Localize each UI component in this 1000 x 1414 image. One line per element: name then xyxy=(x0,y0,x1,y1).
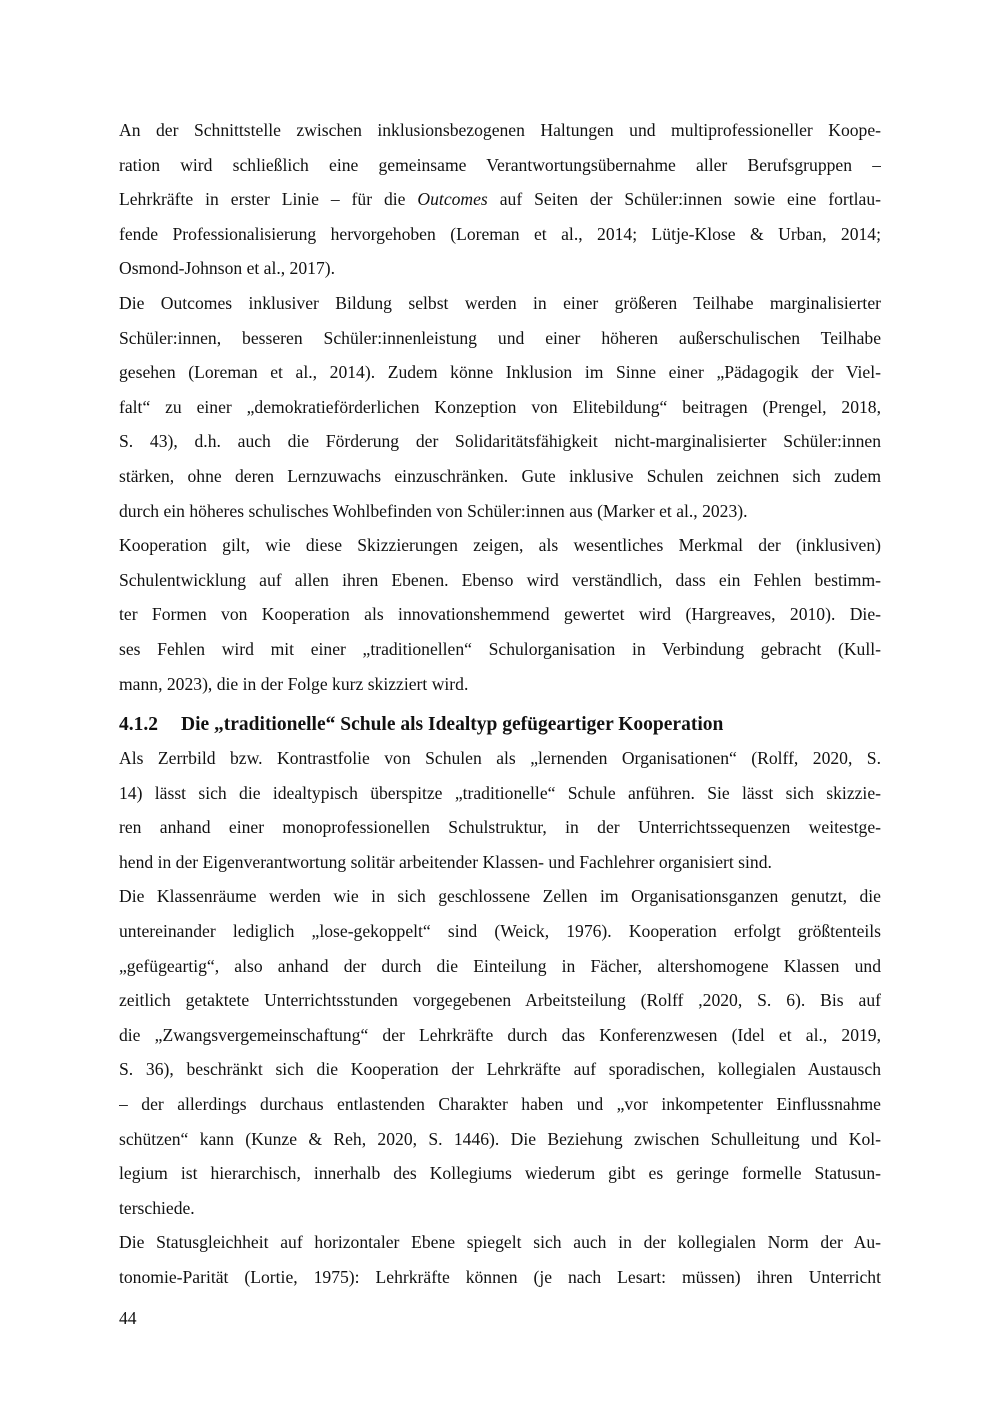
text-line: zeitlich getaktete Unterrichtsstunden vorgegebenen Arbeitsteilung (Rolff ,2020, S. 6). Bis auf xyxy=(119,990,881,1011)
text-line: falt“ zu einer „demokratieförderlichen Konzeption von Elitebildung“ beitragen (Prengel, 2018, xyxy=(119,396,881,417)
text-line: ration wird schließlich eine gemeinsame Verantwortungsübernahme aller Berufsgruppen – xyxy=(119,154,881,175)
text-line: 14) lässt sich die idealtypisch überspitze „traditionelle“ Schule anführen. Sie lässt sich skizzie- xyxy=(119,782,881,803)
text-line: Die Klassenräume werden wie in sich geschlossene Zellen im Organisationsganzen genutzt, die xyxy=(119,886,881,907)
text-line: stärken, ohne deren Lernzuwachs einzuschränken. Gute inklusive Schulen zeichnen sich zudem xyxy=(119,465,881,486)
text-line: ren anhand einer monoprofessionellen Schulstruktur, in der Unterrichtssequenzen weitestge- xyxy=(119,817,881,838)
text-line: Schüler:innen, besseren Schüler:innenleistung und einer höheren außerschulischen Teilhabe xyxy=(119,327,881,348)
text-line: Schulentwicklung auf allen ihren Ebenen. Ebenso wird verständlich, dass ein Fehlen bestimm- xyxy=(119,569,881,590)
text-line: untereinander lediglich „lose-gekoppelt“ sind (Weick, 1976). Kooperation erfolgt größtenteils xyxy=(119,921,881,942)
text-line: mann, 2023), die in der Folge kurz skizziert wird. xyxy=(119,673,469,694)
paragraph-6 xyxy=(119,1225,881,1294)
text-line: An der Schnittstelle zwischen inklusionsbezogenen Haltungen und multiprofessioneller Koope- xyxy=(119,120,881,140)
text-line: fende Professionalisierung hervorgehoben (Loreman et al., 2014; Lütje-Klose & Urban, 2014; xyxy=(119,223,881,244)
text-line: Als Zerrbild bzw. Kontrastfolie von Schulen als „lernenden Organisationen“ (Rolff, 2020, S. xyxy=(119,748,881,769)
paragraph-4 xyxy=(119,741,881,879)
text-line: „gefügeartig“, also anhand der durch die Einteilung in Fächer, altershomogene Klassen und xyxy=(119,955,881,976)
body-text xyxy=(119,113,881,1295)
text-line: Kooperation gilt, wie diese Skizzierungen zeigen, als wesentliches Merkmal der (inklusiven) xyxy=(119,535,881,556)
text-line: gesehen (Loreman et al., 2014). Zudem könne Inklusion im Sinne einer „Pädagogik der Viel- xyxy=(119,362,881,383)
paragraph-3 xyxy=(119,528,881,701)
text-line: ses Fehlen wird mit einer „traditionellen“ Schulorganisation in Verbindung gebracht (Kull- xyxy=(119,638,881,659)
text-line: die „Zwangsvergemeinschaftung“ der Lehrkräfte durch das Konferenzwesen (Idel et al., 2019, xyxy=(119,1024,881,1045)
text-line: tonomie-Parität (Lortie, 1975): Lehrkräfte können (je nach Lesart: müssen) ihren Unterricht xyxy=(119,1267,881,1287)
section-heading xyxy=(119,709,881,741)
paragraph-1 xyxy=(119,113,881,286)
text-line: – der allerdings durchaus entlastenden Charakter haben und „vor inkompetenter Einflussnahme xyxy=(119,1094,881,1115)
text-line: S. 36), beschränkt sich die Kooperation der Lehrkräfte auf sporadischen, kollegialen Austausch xyxy=(119,1059,881,1080)
text-line: Die Statusgleichheit auf horizontaler Ebene spiegelt sich auch in der kollegialen Norm der Au- xyxy=(119,1232,881,1253)
section-number: 4.1.2 xyxy=(119,714,158,736)
text-line: schützen“ kann (Kunze & Reh, 2020, S. 1446). Die Beziehung zwischen Schulleitung und Kol- xyxy=(119,1128,881,1149)
text-line: hend in der Eigenverantwortung solitär arbeitender Klassen- und Fachlehrer organisiert sind. xyxy=(119,851,772,872)
paragraph-5 xyxy=(119,879,881,1225)
text-line: legium ist hierarchisch, innerhalb des Kollegiums wiederum gibt es geringe formelle Statusun- xyxy=(119,1163,881,1184)
text-line: Lehrkräfte in erster Linie – für die Outcomes auf Seiten der Schüler:innen sowie eine fortlau- xyxy=(119,189,881,210)
text-line: terschiede. xyxy=(119,1197,195,1218)
page-number: 44 xyxy=(119,1308,137,1328)
text-line: durch ein höheres schulisches Wohlbefinden von Schüler:innen aus (Marker et al., 2023). xyxy=(119,500,748,521)
text-line: Osmond-Johnson et al., 2017). xyxy=(119,258,335,279)
paragraph-2 xyxy=(119,286,881,528)
text-line: Die Outcomes inklusiver Bildung selbst werden in einer größeren Teilhabe marginalisierter xyxy=(119,292,881,313)
text-line: S. 43), d.h. auch die Förderung der Solidaritätsfähigkeit nicht-marginalisierter Schüler:innen xyxy=(119,431,881,452)
section-title: Die „traditionelle“ Schule als Idealtyp gefügeartiger Kooperation xyxy=(181,714,724,736)
text-line: ter Formen von Kooperation als innovationshemmend gewertet wird (Hargreaves, 2010). Die- xyxy=(119,604,881,625)
